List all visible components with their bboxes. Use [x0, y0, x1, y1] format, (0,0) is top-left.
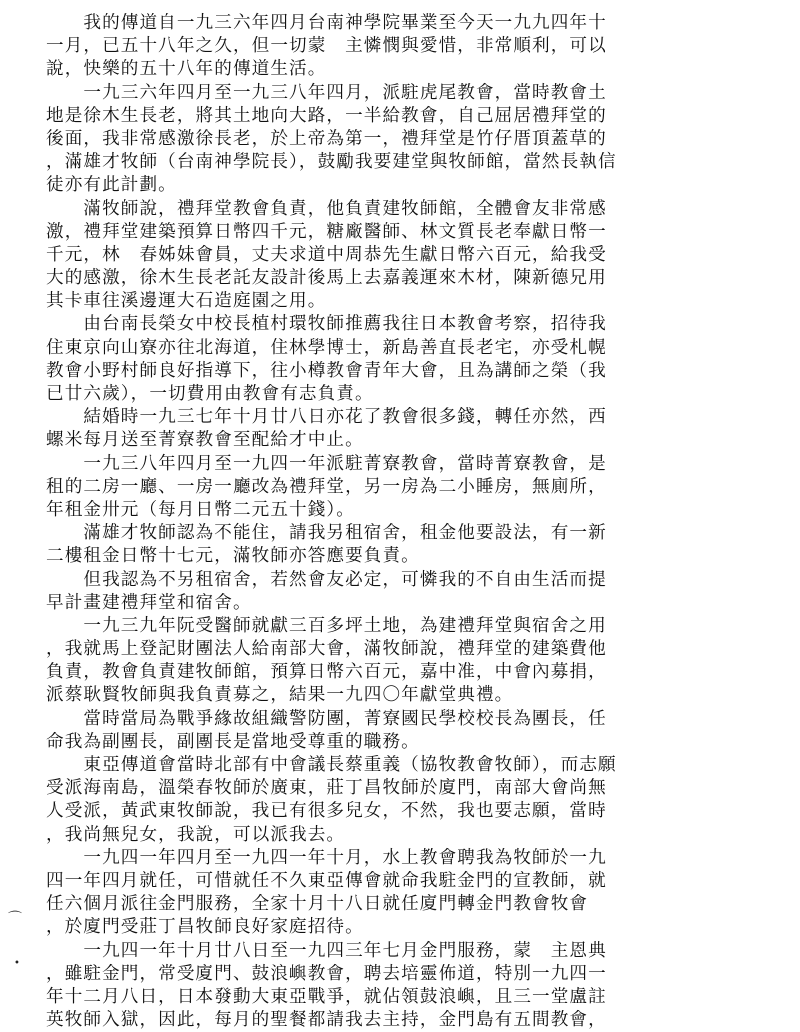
- text-line: 滿雄才牧師認為不能住，請我另租宿舍，租金他要設法，有一新: [46, 523, 607, 544]
- scan-mark: ⌒: [8, 911, 22, 927]
- text-line: 租的二房一廳、一房一廳改為禮拜堂，另一房為二小睡房，無廁所，: [46, 476, 607, 497]
- text-line: 東亞傳道會當時北部有中會議長蔡重義（協牧教會牧師），而志願: [46, 755, 617, 775]
- text-line: 四一年四月就任，可惜就任不久東亞傳會就命我駐金門的宣教師，就: [46, 870, 607, 891]
- document-page: [46, 12, 761, 1032]
- text-line: 受派海南島，溫榮春牧師於廣東，莊丁昌牧師於廈門，南部大會尚無: [46, 778, 607, 799]
- text-line: 一九四一年四月至一九四一年十月，水上教會聘我為牧師於一九: [46, 847, 607, 868]
- text-line: 後面，我非常感激徐長老，於上帝為第一，禮拜堂是竹仔厝頂蓋草的: [46, 128, 607, 149]
- text-line: 我的傳道自一九三六年四月台南神學院畢業至今天一九九四年十: [46, 13, 607, 33]
- scan-dot: •: [14, 958, 20, 969]
- text-line: 由台南長榮女中校長植村環牧師推薦我往日本教會考察，招待我: [46, 314, 607, 335]
- text-line: 年十二月八日，日本發動大東亞戰爭，就佔領鼓浪嶼，且三一堂盧註: [46, 986, 607, 1007]
- text-line: 但我認為不另租宿舍，若然會友必定，可憐我的不自由生活而提: [46, 569, 607, 590]
- text-line: 一九四一年十月廿八日至一九四三年七月金門服務，蒙 主恩典: [46, 940, 607, 961]
- text-line: 任六個月派往金門服務，全家十月十八日就任廈門轉金門教會牧會: [46, 894, 589, 915]
- text-line: 螺米每月送至菁寮教會至配給才中止。: [46, 430, 364, 451]
- text-line: ，滿雄才牧師（台南神學院長），鼓勵我要建堂與牧師館，當然長執信: [46, 152, 617, 173]
- text-line: 年租金卅元（每月日幣二元五十錢）。: [46, 499, 355, 520]
- text-line: 滿牧師說，禮拜堂教會負責，他負責建牧師館，全體會友非常感: [46, 198, 607, 219]
- text-line: 負責，教會負責建牧師館，預算日幣六百元，嘉中准，中會內募捐，: [46, 662, 607, 683]
- text-line: 一九三六年四月至一九三八年四月，派駐虎尾教會，當時教會土: [46, 82, 607, 103]
- text-line: 千元，林 春姊妹會員，丈夫求道中周恭先生獻日幣六百元，給我受: [46, 244, 607, 265]
- text-line: ，我就馬上登記財團法人給南部大會，滿牧師說，禮拜堂的建築費他: [46, 639, 607, 660]
- text-line: 英牧師入獄，因此，每月的聖餐都請我去主持，金門島有五間教會，: [46, 1010, 607, 1031]
- text-line: ，我尚無兒女，我說，可以派我去。: [46, 824, 346, 845]
- text-line: 人受派，黃武東牧師說，我已有很多兒女，不然，我也要志願，當時: [46, 801, 607, 822]
- text-line: 地是徐木生長老，將其土地向大路，一半給教會，自己屈居禮拜堂的: [46, 105, 607, 126]
- text-line: 早計畫建禮拜堂和宿舍。: [46, 592, 252, 613]
- text-line: 派蔡耿賢牧師與我負責募之，結果一九四〇年獻堂典禮。: [46, 685, 514, 706]
- text-line: 大的感激，徐木生長老託友設計後馬上去嘉義運來木材，陳新德兄用: [46, 268, 607, 289]
- text-line: 教會小野村師良好指導下，往小樽教會青年大會，且為講師之榮（我: [46, 360, 607, 381]
- text-line: 一九三九年阮受醫師就獻三百多坪土地，為建禮拜堂與宿舍之用: [46, 615, 607, 636]
- text-line: 其卡車往溪邊運大石造庭園之用。: [46, 291, 327, 312]
- text-line: 當時當局為戰爭緣故組織警防團，菁寮國民學校校長為團長，任: [46, 708, 607, 729]
- text-line: 一月，已五十八年之久，但一切蒙 主憐憫與愛惜，非常順利，可以: [46, 36, 607, 57]
- text-line: 說，快樂的五十八年的傳道生活。: [46, 59, 327, 80]
- text-line: 徒亦有此計劃。: [46, 175, 177, 196]
- text-line: 已廿六歲），一切費用由教會有志負責。: [46, 384, 374, 404]
- text-line: 命我為副團長，副團長是當地受尊重的職務。: [46, 731, 420, 752]
- text-line: 結婚時一九三七年十月廿八日亦花了教會很多錢，轉任亦然，西: [46, 407, 607, 428]
- text-line: 二樓租金日幣十七元，滿牧師亦答應要負責。: [46, 546, 420, 567]
- text-line: ，於廈門受莊丁昌牧師良好家庭招待。: [46, 917, 364, 938]
- text-line: ，雖駐金門，常受廈門、鼓浪嶼教會，聘去培靈佈道，特別一九四一: [46, 963, 607, 984]
- text-line: 激，禮拜堂建築預算日幣四千元，糖廠醫師、林文質長老奉獻日幣一: [46, 221, 607, 242]
- text-line: 一九三八年四月至一九四一年派駐菁寮教會，當時菁寮教會，是: [46, 453, 607, 474]
- text-line: 住東京向山寮亦往北海道，住林學博士，新島善直長老宅，亦受札幌: [46, 337, 607, 358]
